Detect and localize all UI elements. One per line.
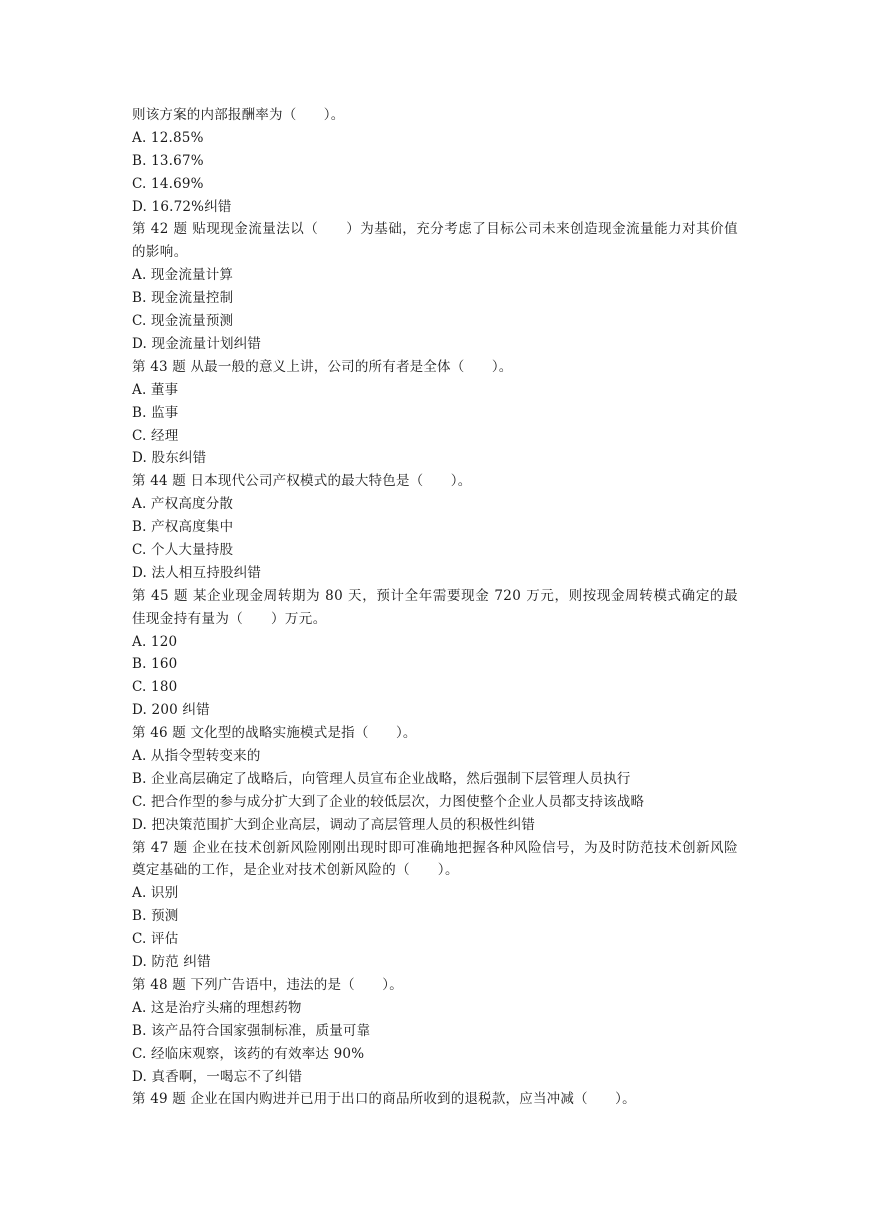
q47-option-c: C. 评估 [132,931,179,948]
q48-option-c: C. 经临床观察，该药的有效率达 90% [132,1045,365,1062]
q44-option-a: A. 产权高度分散 [132,496,234,513]
q47-option-b: B. 预测 [132,908,179,925]
question-47-stem: 第 47 题 企业在技术创新风险刚刚出现时即可准确地把握各种风险信号，为及时防范技术创新风险奠定基础的工作，是企业对技术创新风险的（ ）。 [132,839,738,879]
question-49-stem: 第 49 题 企业在国内购进并已用于出口的商品所收到的退税款，应当冲减（ ）。 [132,1091,636,1108]
q46-option-b: B. 企业高层确定了战略后，向管理人员宣布企业战略，然后强制下层管理人员执行 [132,770,631,787]
question-44-stem: 第 44 题 日本现代公司产权模式的最大特色是（ ）。 [132,473,472,490]
q47-option-a: A. 识别 [132,885,179,902]
q41-option-d: D. 16.72%纠错 [132,198,232,215]
q47-option-d: D. 防范 纠错 [132,954,211,971]
q46-option-a: A. 从指令型转变来的 [132,748,261,764]
q44-option-c: C. 个人大量持股 [132,541,234,558]
q48-option-a: A. 这是治疗头痛的理想药物 [132,999,302,1016]
q42-option-c: C. 现金流量预测 [132,313,234,330]
q42-option-b: B. 现金流量控制 [132,290,234,307]
question-46-stem: 第 46 题 文化型的战略实施模式是指（ ）。 [132,725,417,742]
question-42-stem: 第 42 题 贴现现金流量法以（ ）为基础，充分考虑了目标公司未来创造现金流量能力对其价值的影响。 [132,221,738,261]
q41-option-c: C. 14.69% [132,175,204,192]
document-page [132,104,738,1111]
q46-option-c: C. 把合作型的参与成分扩大到了企业的较低层次，力图使整个企业人员都支持该战略 [132,793,645,810]
q48-option-b: B. 该产品符合国家强制标准，质量可靠 [132,1022,371,1039]
q44-option-d: D. 法人相互持股纠错 [132,564,262,581]
q44-option-b: B. 产权高度集中 [132,519,234,536]
q43-option-c: C. 经理 [132,427,179,444]
question-43-stem: 第 43 题 从最一般的意义上讲，公司的所有者是全体（ ）。 [132,358,513,375]
q42-option-a: A. 现金流量计算 [132,267,234,284]
question-45-stem: 第 45 题 某企业现金周转期为 80 天，预计全年需要现金 720 万元，则按现金周转模式确定的最佳现金持有量为（ ）万元。 [132,587,738,627]
q41-option-a: A. 12.85% [132,129,204,146]
q45-option-d: D. 200 纠错 [132,702,210,719]
q43-option-b: B. 监事 [132,404,179,421]
question-48-stem: 第 48 题 下列广告语中，违法的是（ ）。 [132,976,403,993]
q45-option-a: A. 120 [132,633,178,650]
q46-option-d: D. 把决策范围扩大到企业高层，调动了高层管理人员的积极性纠错 [132,816,536,833]
q48-option-d: D. 真香啊，一喝忘不了纠错 [132,1068,303,1085]
q45-option-b: B. 160 [132,656,178,673]
q41-option-b: B. 13.67% [132,152,204,169]
q43-option-a: A. 董事 [132,381,179,398]
q42-option-d: D. 现金流量计划纠错 [132,335,262,352]
question-41-stem-end: 则该方案的内部报酬率为（ ）。 [132,107,345,123]
q43-option-d: D. 股东纠错 [132,450,207,467]
q45-option-c: C. 180 [132,679,178,696]
